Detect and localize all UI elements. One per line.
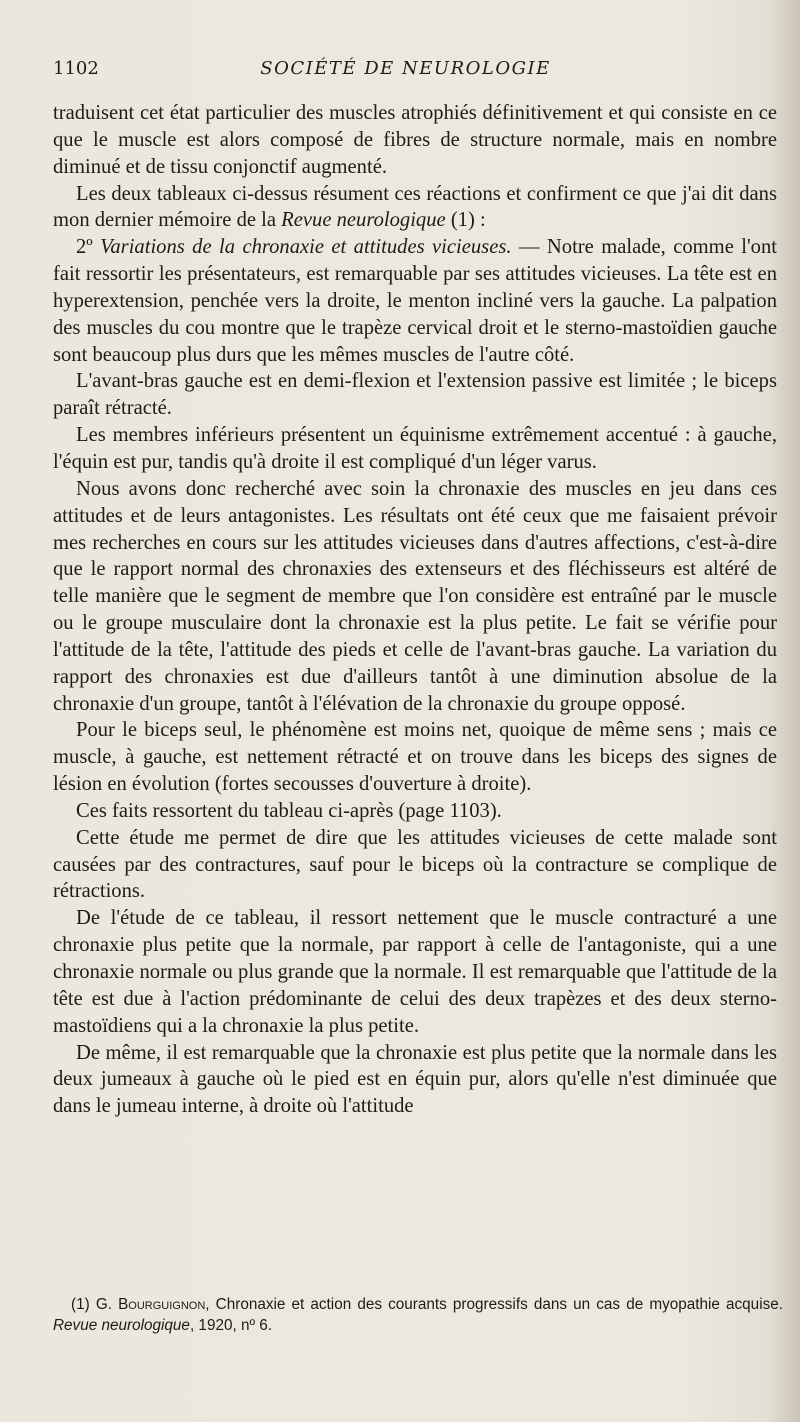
- footnote-author: Bourguignon: [118, 1296, 206, 1313]
- journal-title: Revue neurologique: [281, 209, 446, 232]
- paragraph: Les membres inférieurs présentent un équinisme extrêmement accentué : à gauche, l'équin est pur, tandis qu'à droite il est compliqué d'un léger varus.: [53, 424, 777, 473]
- paragraph: De l'étude de ce tableau, il ressort nettement que le muscle contracturé a une chronaxie plus petite que la normale, par rapport à celle de l'antagoniste, qui a une chronaxie normale ou plus grande que la normale. Il est remarquable que l'attitude de la tête est due à l'action prédominante de celui des deux trapèzes et des deux sterno-mastoïdiens qui a la chronaxie la plus petite.: [53, 907, 777, 1037]
- footnote-text: [53, 1294, 783, 1336]
- text-run: (1) :: [445, 209, 486, 232]
- section-heading: Variations de la chronaxie et attitudes vicieuses.: [100, 236, 512, 259]
- page-header: [53, 58, 758, 88]
- footnote: [53, 1294, 783, 1336]
- body-text: [53, 100, 777, 1120]
- text-run: , Chronaxie et action des courants progressifs dans un cas de myopathie acquise.: [205, 1296, 783, 1313]
- paragraph: Ces faits ressortent du tableau ci-après (page 1103).: [76, 799, 502, 822]
- section-paragraph: [53, 234, 777, 368]
- paragraph: De même, il est remarquable que la chronaxie est plus petite que la normale dans les deux jumeaux à gauche où le pied est en équin pur, alors qu'elle n'est diminuée que dans le jumeau interne, à droite où l'attitude: [53, 1041, 777, 1118]
- paragraph: L'avant-bras gauche est en demi-flexion et l'extension passive est limitée ; le biceps paraît rétracté.: [53, 370, 777, 420]
- running-title: SOCIÉTÉ DE NEUROLOGIE: [260, 58, 551, 79]
- section-number: 2º: [76, 236, 101, 259]
- paragraph: [53, 181, 777, 235]
- text-run: — Notre malade, comme l'ont fait ressortir les présentateurs, est remarquable par ses attitudes vicieuses. La tête est en hyperextension, penchée vers la droite, le menton incliné vers la gauche. La palpation des muscles du cou montre que le trapèze cervical droit et le sterno-mastoïdien gauche sont beaucoup plus durs que les mêmes muscles de l'autre côté.: [53, 236, 777, 366]
- paragraph: Pour le biceps seul, le phénomène est moins net, quoique de même sens ; mais ce muscle, à gauche, est nettement rétracté et on trouve dans les biceps des signes de lésion en évolution (fortes secousses d'ouverture à droite).: [53, 719, 777, 796]
- text-run: , 1920, nº 6.: [189, 1317, 273, 1334]
- page-number: 1102: [53, 58, 99, 79]
- footnote-journal: Revue neurologique: [53, 1317, 190, 1334]
- paragraph: Nous avons donc recherché avec soin la chronaxie des muscles en jeu dans ces attitudes et de leurs antagonistes. Les résultats ont été ceux que me faisaient prévoir mes recherches en cours sur les attitudes vicieuses dans d'autres affections, c'est-à-dire que le rapport normal des chronaxies des extenseurs et des fléchisseurs est altéré de telle manière que le segment de membre que l'on considère est entraîné par le muscle ou le groupe musculaire dont la chronaxie est la plus petite. Le fait se vérifie pour l'attitude de la tête, l'attitude des pieds et celle de l'avant-bras gauche. La variation du rapport des chronaxies est due d'ailleurs tantôt à une diminution absolue de la chronaxie d'un groupe, tantôt à l'élévation de la chronaxie du groupe opposé.: [53, 477, 777, 715]
- paragraph: Cette étude me permet de dire que les attitudes vicieuses de cette malade sont causées par des contractures, sauf pour le biceps où la contracture se complique de rétractions.: [53, 826, 777, 903]
- text-run: Les deux tableaux ci-dessus résument ces réactions et confirment ce que j'ai dit dans mon dernier mémoire de la: [53, 182, 777, 232]
- paragraph: traduisent cet état particulier des muscles atrophiés définitivement et qui consiste en ce que le muscle est alors composé de fibres de structure normale, mais en nombre diminué et de tissu conjonctif augmenté.: [53, 102, 777, 178]
- footnote-marker: (1) G.: [71, 1296, 119, 1313]
